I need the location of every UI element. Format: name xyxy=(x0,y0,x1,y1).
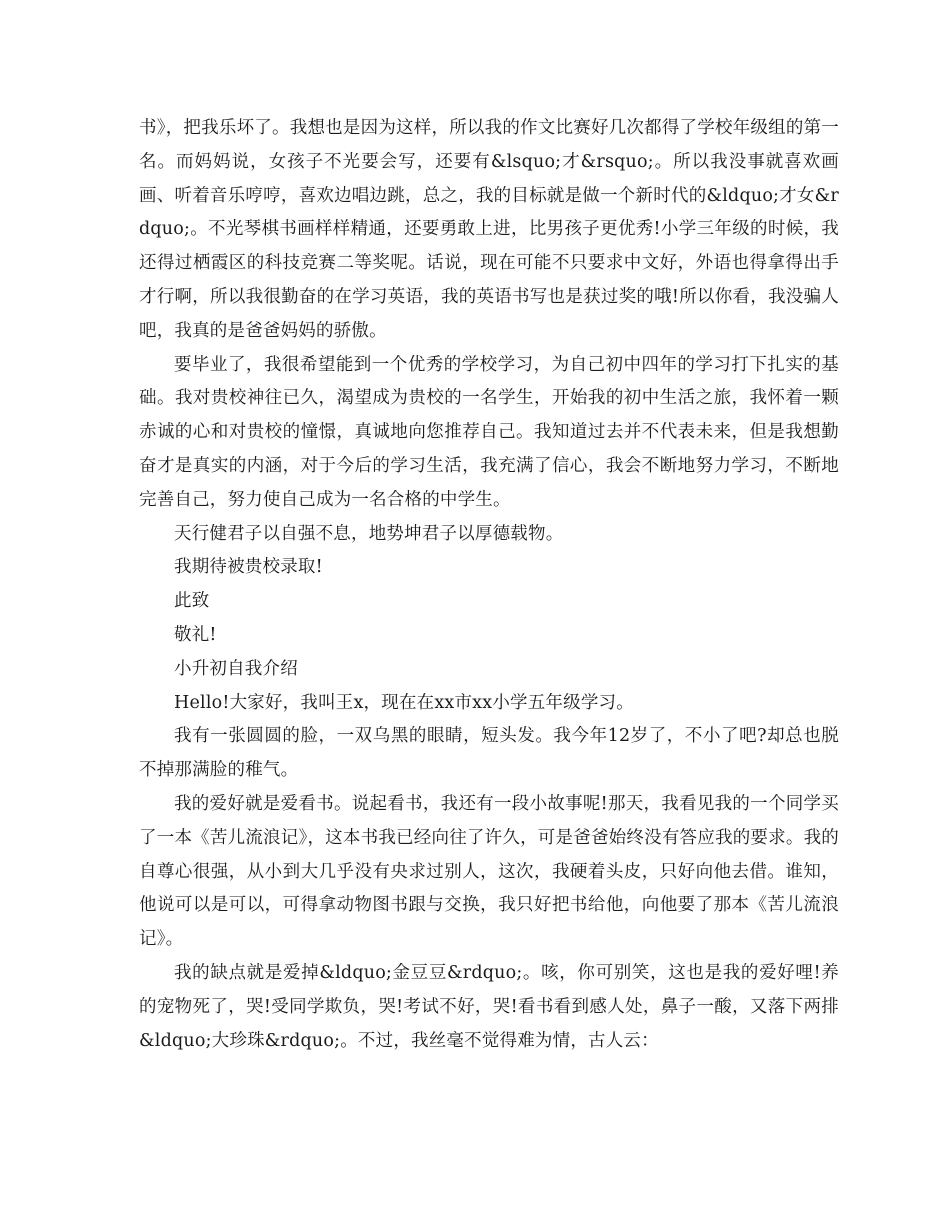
paragraph-appearance: 我有一张圆圆的脸，一双乌黑的眼睛，短头发。我今年12岁了，不小了吧?却总也脱不掉那满脸的稚气。 xyxy=(139,726,839,781)
paragraph-continuation: 书》，把我乐坏了。我想也是因为这样，所以我的作文比赛好几次都得了学校年级组的第一名。而妈妈说，女孩子不光要会写，还要有&lsquo;才&rsquo;。所以我没事就喜欢画画、听着音乐哼哼，喜欢边唱边跳，总之，我的目标就是做一个新时代的&ldquo;才女&rdquo;。不光琴棋书画样样精通，还要勇敢上进，比男孩子更优秀!小学三年级的时候，我还得过栖霞区的科技竞赛二等奖呢。话说，现在可能不只要求中文好，外语也得拿得出手才行啊，所以我很勤奋的在学习英语，我的英语书写也是获过奖的哦!所以你看，我没骗人吧，我真的是爸爸妈妈的骄傲。 xyxy=(139,118,839,341)
paragraph-expectation: 我期待被贵校录取! xyxy=(174,557,323,578)
paragraph-hobby: 我的爱好就是爱看书。说起看书，我还有一段小故事呢!那天，我看见我的一个同学买了一本《苦儿流浪记》，这本书我已经向往了许久，可是爸爸始终没有答应我的要求。我的自尊心很强，从小到大几乎没有央求过别人，这次，我硬着头皮，只好向他去借。谁知，他说可以是可以，可得拿动物图书跟与交换，我只好把书给他，向他要了那本《苦儿流浪记》。 xyxy=(139,793,839,950)
paragraph-graduation-wish: 要毕业了，我很希望能到一个优秀的学校学习，为自己初中四年的学习打下扎实的基础。我对贵校神往已久，渴望成为贵校的一名学生，开始我的初中生活之旅，我怀着一颗赤诚的心和对贵校的憧憬，真诚地向您推荐自己。我知道过去并不代表未来，但是我想勤奋才是真实的内涵，对于今后的学习生活，我充满了信心，我会不断地努力学习，不断地完善自己，努力使自己成为一名合格的中学生。 xyxy=(139,354,839,510)
paragraph-shortcoming: 我的缺点就是爱掉&ldquo;金豆豆&rdquo;。咳，你可别笑，这也是我的爱好哩!养的宠物死了，哭!受同学欺负，哭!考试不好，哭!看书看到感人处，鼻子一酸，又落下两排&ldquo;大珍珠&rdquo;。不过，我丝毫不觉得难为情，古人云： xyxy=(139,962,839,1051)
document-body xyxy=(139,112,839,1058)
closing-salutation: 此致 xyxy=(174,591,210,612)
section-title: 小升初自我介绍 xyxy=(174,658,298,679)
paragraph-greeting: Hello!大家好，我叫王x，现在在xx市xx小学五年级学习。 xyxy=(174,692,634,713)
closing-regards: 敬礼! xyxy=(174,624,217,645)
paragraph-motto: 天行健君子以自强不息，地势坤君子以厚德载物。 xyxy=(174,523,564,544)
